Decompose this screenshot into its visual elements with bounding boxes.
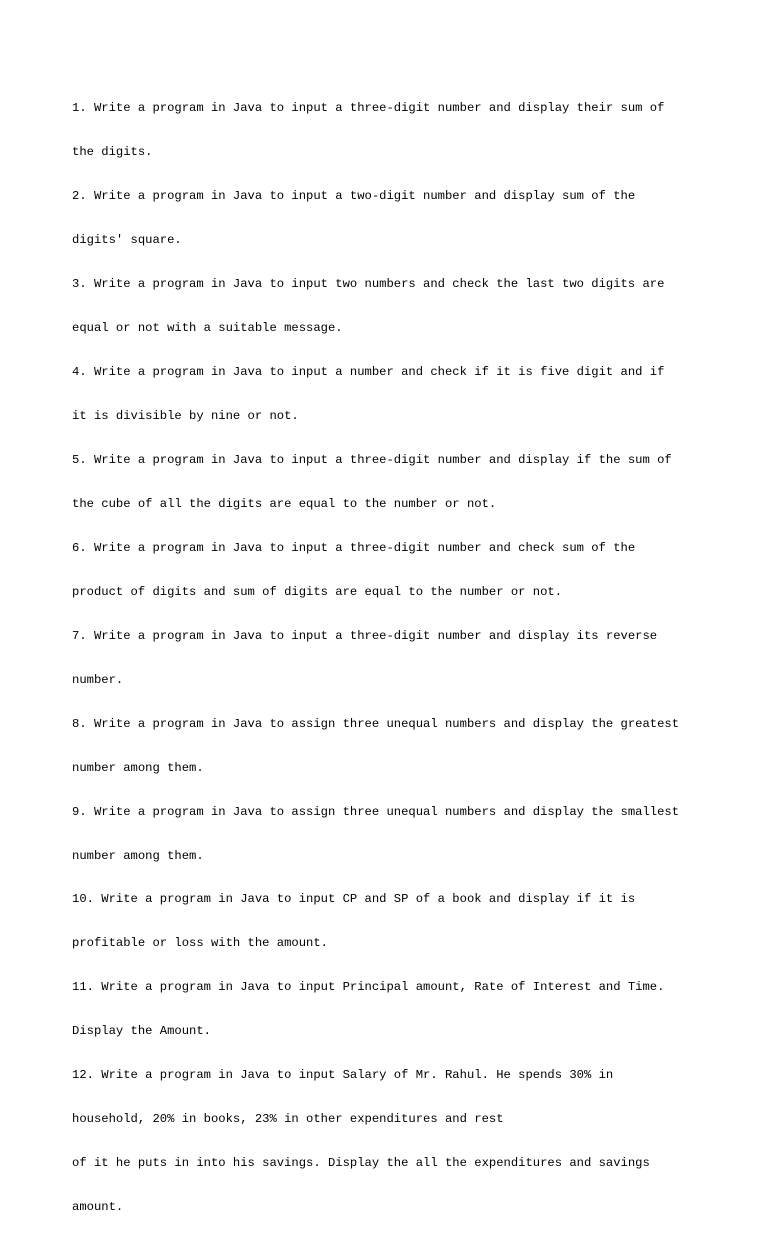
text-line: 3. Write a program in Java to input two numbers and check the last two digits are <box>72 277 665 292</box>
text-line: 1. Write a program in Java to input a three-digit number and display their sum of <box>72 101 665 116</box>
text-line: 11. Write a program in Java to input Principal amount, Rate of Interest and Time. <box>72 980 665 995</box>
text-line: it is divisible by nine or not. <box>72 408 299 423</box>
text-line: 2. Write a program in Java to input a two-digit number and display sum of the <box>72 189 636 204</box>
text-line: product of digits and sum of digits are equal to the number or not. <box>72 584 563 599</box>
exercise-list <box>72 72 712 1244</box>
text-line: 9. Write a program in Java to assign three unequal numbers and display the smallest <box>72 804 680 819</box>
text-line: household, 20% in books, 23% in other expenditures and rest <box>72 1112 504 1127</box>
text-line: of it he puts in into his savings. Display the all the expenditures and savings <box>72 1156 650 1171</box>
text-line: the cube of all the digits are equal to the number or not. <box>72 496 497 511</box>
text-line: number among them. <box>72 760 204 775</box>
text-line: 12. Write a program in Java to input Salary of Mr. Rahul. He spends 30% in <box>72 1068 614 1083</box>
text-line: 8. Write a program in Java to assign three unequal numbers and display the greatest <box>72 716 680 731</box>
text-line: the digits. <box>72 145 153 160</box>
text-line: equal or not with a suitable message. <box>72 321 343 336</box>
text-line: 5. Write a program in Java to input a three-digit number and display if the sum of <box>72 452 672 467</box>
text-line: 7. Write a program in Java to input a three-digit number and display its reverse <box>72 628 658 643</box>
text-line: profitable or loss with the amount. <box>72 936 328 951</box>
text-line: 10. Write a program in Java to input CP and SP of a book and display if it is <box>72 892 636 907</box>
text-line: number among them. <box>72 848 204 863</box>
text-line: number. <box>72 672 124 687</box>
text-line: amount. <box>72 1200 124 1215</box>
text-line: 4. Write a program in Java to input a number and check if it is five digit and if <box>72 365 665 380</box>
text-line: Display the Amount. <box>72 1024 211 1039</box>
text-line: digits' square. <box>72 233 182 248</box>
text-line: 6. Write a program in Java to input a three-digit number and check sum of the <box>72 540 636 555</box>
